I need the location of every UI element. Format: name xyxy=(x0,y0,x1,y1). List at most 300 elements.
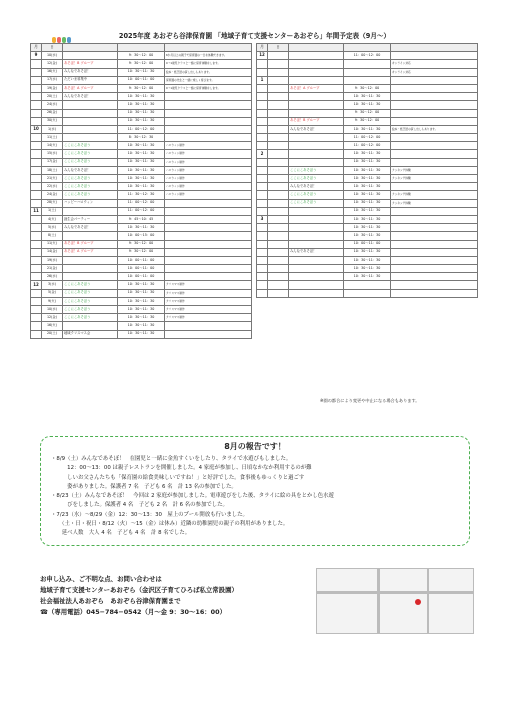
date-cell xyxy=(268,207,289,215)
report-line: （土・日・祝日・8/12（火）〜15（金）は休み）近隣の幼稚園児の親子の利用がありました。 xyxy=(51,521,289,528)
time-cell: 11：00〜12：00 xyxy=(118,125,165,133)
date-cell: 30(火) xyxy=(42,117,63,125)
content-cell: クッキング体験 xyxy=(391,166,478,174)
date-cell xyxy=(268,183,289,191)
event-name-cell xyxy=(63,109,118,117)
month-cell xyxy=(31,232,42,240)
contact-line: お申し込み、ご不明な点、お問い合わせは xyxy=(40,575,162,583)
date-cell: 14(火) xyxy=(42,142,63,150)
event-name-cell: ここにこあそぼう xyxy=(289,166,344,174)
content-cell xyxy=(391,101,478,109)
content-cell xyxy=(391,215,478,223)
date-cell xyxy=(268,109,289,117)
date-cell: 1(土) xyxy=(42,207,63,215)
month-header: 月 xyxy=(257,44,268,52)
time-cell: 10：30〜11：30 xyxy=(118,322,165,330)
time-cell: 10：30〜11：30 xyxy=(344,207,391,215)
content-cell: クッキング体験 xyxy=(391,199,478,207)
event-name-cell xyxy=(63,134,118,142)
event-name-cell xyxy=(289,240,344,248)
event-name-cell xyxy=(289,281,344,289)
schedule-table-left xyxy=(30,43,252,339)
event-name-cell xyxy=(289,134,344,142)
table-row xyxy=(31,142,252,150)
month-cell xyxy=(31,158,42,166)
content-cell xyxy=(391,134,478,142)
time-cell: 10：30〜11：30 xyxy=(118,314,165,322)
month-cell xyxy=(257,256,268,264)
table-row xyxy=(31,232,252,240)
table-row xyxy=(31,68,252,76)
report-heading: 8月の報告です！ xyxy=(224,442,286,451)
content-cell: クリスマス制作 xyxy=(165,306,252,314)
time-cell: 10：30〜11：30 xyxy=(118,330,165,338)
table-row xyxy=(31,207,252,215)
content-cell xyxy=(391,158,478,166)
content-header xyxy=(165,44,252,52)
event-name-cell: みんなであそぼ！ xyxy=(289,125,344,133)
event-name-cell xyxy=(289,76,344,84)
event-name-cell xyxy=(289,142,344,150)
table-row xyxy=(31,93,252,101)
content-cell: クリスマス制作 xyxy=(165,297,252,305)
time-cell: 9：30〜12：00 xyxy=(344,84,391,92)
event-name-cell: みんなであそぼ！ xyxy=(63,224,118,232)
time-cell: 11：00〜12：00 xyxy=(344,134,391,142)
month-cell xyxy=(257,68,268,76)
table-row xyxy=(31,166,252,174)
event-name-cell: あそぼ！A グループ xyxy=(289,84,344,92)
time-cell: 10：00〜11：00 xyxy=(118,256,165,264)
event-name-cell: みんなであそぼ！ xyxy=(63,68,118,76)
event-name-cell xyxy=(63,322,118,330)
time-cell: 10：30〜11：30 xyxy=(344,166,391,174)
event-name-cell: ここにこあそぼう xyxy=(63,158,118,166)
report-line: 12：00〜13：00 は親子レストランを開催しました。4 家庭が参加し、日頃なかなか利用するのが難 xyxy=(51,465,312,472)
date-cell xyxy=(268,232,289,240)
time-cell: 10：30〜11：30 xyxy=(344,248,391,256)
date-header: 日 xyxy=(268,44,289,52)
content-cell xyxy=(391,265,478,273)
date-cell xyxy=(268,191,289,199)
table-row xyxy=(257,289,478,297)
table-row xyxy=(31,314,252,322)
content-cell xyxy=(391,150,478,158)
date-cell xyxy=(268,60,289,68)
date-cell xyxy=(268,215,289,223)
date-cell: 17(水) xyxy=(42,76,63,84)
date-cell: 24(水) xyxy=(42,101,63,109)
time-cell: 10：30〜11：30 xyxy=(118,306,165,314)
event-name-cell xyxy=(63,52,118,60)
time-cell: 10：30〜11：30 xyxy=(344,125,391,133)
month-cell xyxy=(31,314,42,322)
month-cell xyxy=(257,281,268,289)
date-cell: 10(水) xyxy=(42,306,63,314)
table-row xyxy=(31,60,252,68)
date-cell xyxy=(268,224,289,232)
time-cell: 9：45〜10：45 xyxy=(118,215,165,223)
content-cell: クリスマス制作 xyxy=(165,289,252,297)
time-cell: 10：30〜11：30 xyxy=(118,183,165,191)
table-row xyxy=(31,215,252,223)
month-cell xyxy=(257,232,268,240)
contact-footer xyxy=(40,574,238,618)
month-cell xyxy=(31,109,42,117)
date-cell: 5(金) xyxy=(42,289,63,297)
table-row xyxy=(31,240,252,248)
event-name-cell xyxy=(289,256,344,264)
event-name-cell xyxy=(289,60,344,68)
time-cell: 9：30〜12：00 xyxy=(118,84,165,92)
table-row xyxy=(257,224,478,232)
content-cell: 0〜1歳児クラスと一緒に保育体験をします。 xyxy=(165,84,252,92)
date-cell: 1(水) xyxy=(42,125,63,133)
month-cell: 12 xyxy=(31,281,42,289)
month-cell xyxy=(257,289,268,297)
date-cell xyxy=(268,101,289,109)
content-cell xyxy=(165,273,252,281)
event-name-cell xyxy=(289,232,344,240)
month-cell xyxy=(31,93,42,101)
content-cell xyxy=(165,207,252,215)
month-cell xyxy=(257,265,268,273)
table-row xyxy=(257,117,478,125)
event-name-cell xyxy=(289,109,344,117)
month-cell xyxy=(31,134,42,142)
time-cell: 10：30〜11：30 xyxy=(344,158,391,166)
time-cell: 10：30〜11：30 xyxy=(118,175,165,183)
event-name-cell: ここにこあそぼう xyxy=(289,191,344,199)
time-cell xyxy=(344,60,391,68)
table-row xyxy=(31,134,252,142)
date-cell: 10(水) xyxy=(42,52,63,60)
month-cell: 12 xyxy=(257,52,268,60)
date-cell xyxy=(268,68,289,76)
month-cell xyxy=(31,183,42,191)
month-cell xyxy=(257,207,268,215)
month-cell xyxy=(31,224,42,232)
event-name-cell: みんなであそぼ！ xyxy=(289,183,344,191)
content-cell xyxy=(165,330,252,338)
content-cell xyxy=(391,232,478,240)
date-cell xyxy=(268,256,289,264)
content-cell: クッキング体験 xyxy=(391,191,478,199)
time-cell: 11：00〜12：00 xyxy=(344,52,391,60)
month-cell xyxy=(31,84,42,92)
month-cell xyxy=(257,60,268,68)
content-cell xyxy=(391,289,478,297)
report-line: ・7/23（水）〜8/29（金）12：30〜13：30 屋上のプール開放も行いました。 xyxy=(51,511,248,518)
month-cell xyxy=(257,158,268,166)
date-cell: 15(水) xyxy=(42,150,63,158)
time-cell: 10：30〜11：30 xyxy=(344,175,391,183)
date-header: 日 xyxy=(42,44,63,52)
table-row xyxy=(257,191,478,199)
event-name-cell: ここにこあそぼう xyxy=(63,142,118,150)
time-cell: 10：30〜11：30 xyxy=(344,199,391,207)
content-cell xyxy=(391,248,478,256)
date-cell: 19(水) xyxy=(42,256,63,264)
table-row xyxy=(31,109,252,117)
event-name-cell: ここにこあそぼう xyxy=(289,199,344,207)
content-cell xyxy=(165,240,252,248)
content-cell xyxy=(391,76,478,84)
content-cell xyxy=(391,93,478,101)
content-cell: ハロウィン制作 xyxy=(165,175,252,183)
content-cell: 保育園の先生と一緒に楽しく遊びます。 xyxy=(165,76,252,84)
table-row xyxy=(257,215,478,223)
date-cell xyxy=(268,199,289,207)
table-header-row xyxy=(31,44,252,52)
time-cell: 10：30〜11：30 xyxy=(344,273,391,281)
name-header xyxy=(63,44,118,52)
table-row xyxy=(31,289,252,297)
content-cell xyxy=(165,265,252,273)
time-cell: 10：30〜11：30 xyxy=(118,101,165,109)
content-cell: クッキング体験 xyxy=(391,175,478,183)
table-row xyxy=(257,175,478,183)
month-cell: 10 xyxy=(31,125,42,133)
table-row xyxy=(31,199,252,207)
table-row xyxy=(31,191,252,199)
table-row xyxy=(257,134,478,142)
date-cell: 12(金) xyxy=(42,60,63,68)
access-map xyxy=(316,568,474,634)
month-cell xyxy=(257,84,268,92)
content-cell xyxy=(391,183,478,191)
date-cell: 8(土) xyxy=(42,232,63,240)
date-cell: 14(金) xyxy=(42,248,63,256)
time-cell: 10：00〜11：00 xyxy=(118,273,165,281)
time-cell: 10：30〜11：30 xyxy=(344,215,391,223)
event-name-cell xyxy=(63,256,118,264)
table-row xyxy=(257,199,478,207)
date-cell xyxy=(268,93,289,101)
month-cell xyxy=(257,191,268,199)
table-row xyxy=(257,207,478,215)
date-cell: 20(土) xyxy=(42,330,63,338)
month-cell xyxy=(257,134,268,142)
event-name-cell: 誕生会パーティー xyxy=(63,215,118,223)
map-road xyxy=(427,569,429,633)
table-row xyxy=(257,109,478,117)
date-cell xyxy=(268,265,289,273)
content-cell: オンライン対応 xyxy=(391,68,478,76)
content-cell xyxy=(391,240,478,248)
name-header xyxy=(289,44,344,52)
table-row xyxy=(31,125,252,133)
table-row xyxy=(31,52,252,60)
time-cell xyxy=(344,76,391,84)
content-cell xyxy=(165,322,252,330)
month-cell xyxy=(31,215,42,223)
table-row xyxy=(31,265,252,273)
event-name-cell: ここにこあそぼう xyxy=(63,306,118,314)
content-cell xyxy=(165,215,252,223)
time-cell: 10：30〜11：30 xyxy=(118,142,165,150)
date-cell xyxy=(268,125,289,133)
map-road xyxy=(377,569,380,633)
content-cell: 0〜1歳児クラスと一緒に保育体験をします。 xyxy=(165,60,252,68)
date-cell: 22(水) xyxy=(42,183,63,191)
time-cell: 10：30〜11：30 xyxy=(118,117,165,125)
date-cell: 12(金) xyxy=(42,314,63,322)
table-row xyxy=(257,232,478,240)
event-name-cell: ここにこあそぼう xyxy=(63,191,118,199)
event-name-cell: ここにこあそぼう xyxy=(63,314,118,322)
month-cell xyxy=(31,191,42,199)
time-cell: 11：00〜12：00 xyxy=(344,142,391,150)
date-cell xyxy=(268,134,289,142)
content-cell xyxy=(391,256,478,264)
table-row xyxy=(31,306,252,314)
month-cell xyxy=(31,175,42,183)
event-name-cell: 地域クリスマス会 xyxy=(63,330,118,338)
content-cell: 絵本・紙芝居の貸し出しもあります。 xyxy=(391,125,478,133)
report-line: びをしました。保護者 4 名 子ども 2 名 計 6 名の参加でした。 xyxy=(51,502,228,509)
schedule-table-right xyxy=(256,43,478,298)
event-name-cell: ここにこあそぼう xyxy=(63,297,118,305)
event-name-cell: あそぼ！A グループ xyxy=(63,84,118,92)
date-cell xyxy=(268,175,289,183)
month-cell xyxy=(257,125,268,133)
contact-line: 地域子育て支援センターあおぞら（金沢区子育てひろば私立常設園） xyxy=(40,586,238,594)
table-row xyxy=(31,84,252,92)
date-cell xyxy=(268,281,289,289)
content-cell xyxy=(165,224,252,232)
month-cell: 1 xyxy=(257,76,268,84)
date-cell: 3(水) xyxy=(42,281,63,289)
event-name-cell xyxy=(289,68,344,76)
table-row xyxy=(257,52,478,60)
table-row xyxy=(31,256,252,264)
table-row xyxy=(257,183,478,191)
month-cell xyxy=(257,240,268,248)
date-cell xyxy=(268,84,289,92)
month-cell xyxy=(31,68,42,76)
time-cell: 10：00〜11：00 xyxy=(118,265,165,273)
table-row xyxy=(257,60,478,68)
month-header: 月 xyxy=(31,44,42,52)
content-header xyxy=(391,44,478,52)
content-cell xyxy=(165,109,252,117)
content-cell: 絵本・紙芝居の貸し出しもあります。 xyxy=(165,68,252,76)
date-cell: 11(火) xyxy=(42,240,63,248)
event-name-cell xyxy=(63,232,118,240)
table-row xyxy=(31,101,252,109)
report-line: しいお父さんたちも「保育園の給食美味しいですね！」と好評でした。食事後もゆっくりと過ごす xyxy=(51,474,305,481)
table-row xyxy=(257,84,478,92)
month-cell xyxy=(257,109,268,117)
time-cell: 10：30〜11：30 xyxy=(118,289,165,297)
content-cell xyxy=(165,199,252,207)
time-header xyxy=(118,44,165,52)
event-name-cell xyxy=(63,273,118,281)
event-name-cell: あそぼ！B グループ xyxy=(63,240,118,248)
report-line: 延べ人数 大人 4 名 子ども 4 名 計 8 名でした。 xyxy=(51,530,191,537)
content-cell: ハロウィン制作 xyxy=(165,183,252,191)
event-name-cell xyxy=(289,93,344,101)
month-cell: 2 xyxy=(257,150,268,158)
time-cell: 10：30〜11：30 xyxy=(118,297,165,305)
month-cell xyxy=(31,289,42,297)
date-cell: 4(火) xyxy=(42,215,63,223)
month-cell xyxy=(31,60,42,68)
date-cell: 21(火) xyxy=(42,175,63,183)
time-cell: 9：30〜12：00 xyxy=(118,60,165,68)
date-cell: 18(土) xyxy=(42,166,63,174)
date-cell: 17(金) xyxy=(42,158,63,166)
table-header-row xyxy=(257,44,478,52)
content-cell xyxy=(165,117,252,125)
table-row xyxy=(257,166,478,174)
date-cell xyxy=(268,273,289,281)
date-cell: 5(水) xyxy=(42,224,63,232)
content-cell xyxy=(391,273,478,281)
month-cell xyxy=(257,175,268,183)
month-cell xyxy=(257,101,268,109)
content-cell: クリスマス制作 xyxy=(165,314,252,322)
content-cell: ハロウィン制作 xyxy=(165,166,252,174)
table-row xyxy=(31,330,252,338)
event-name-cell xyxy=(289,289,344,297)
date-cell: 20(土) xyxy=(42,93,63,101)
date-cell: 26(金) xyxy=(42,109,63,117)
month-cell xyxy=(31,248,42,256)
table-row xyxy=(31,175,252,183)
table-row xyxy=(257,125,478,133)
content-cell xyxy=(165,125,252,133)
date-cell xyxy=(268,158,289,166)
report-line: ・8/23（土）みんなであそぼ！ 今回は 2 家庭が参加しました。電車遊びをした後、タライに絵の具をとかし色水遊 xyxy=(51,493,334,500)
date-cell: 16(火) xyxy=(42,322,63,330)
event-name-cell: ただいま募集中 xyxy=(63,76,118,84)
time-cell: 10：30〜11：30 xyxy=(344,224,391,232)
time-cell: 10：30〜11：30 xyxy=(118,150,165,158)
report-line: 姿がありました。保護者 7 名 子ども 6 名 計 13 名の参加でした。 xyxy=(51,483,237,490)
time-cell: 11：00〜12：00 xyxy=(118,207,165,215)
event-name-cell: みんなであそぼ！ xyxy=(289,248,344,256)
content-cell xyxy=(391,117,478,125)
table-row xyxy=(257,240,478,248)
event-name-cell xyxy=(289,52,344,60)
event-name-cell: ここにこあそぼう xyxy=(63,183,118,191)
time-cell: 11：00〜12：00 xyxy=(118,199,165,207)
table-row xyxy=(257,150,478,158)
event-name-cell: みんなであそぼ！ xyxy=(63,166,118,174)
time-cell: 10：30〜11：30 xyxy=(118,281,165,289)
month-cell xyxy=(31,150,42,158)
date-cell: 28(火) xyxy=(42,199,63,207)
event-name-cell xyxy=(63,117,118,125)
month-cell xyxy=(257,142,268,150)
table-row xyxy=(31,117,252,125)
event-name-cell xyxy=(289,265,344,273)
contact-line: 社会福祉法人あおぞら あおぞら谷津保育園まで xyxy=(40,597,181,605)
time-cell: 9：30〜12：00 xyxy=(344,109,391,117)
event-name-cell: ここにこあそぼう xyxy=(63,175,118,183)
content-cell: 6か月以上の親子で保育園の一日を体験できます。 xyxy=(165,52,252,60)
content-cell: ハロウィン制作 xyxy=(165,150,252,158)
date-cell xyxy=(268,166,289,174)
time-cell: 10：30〜11：30 xyxy=(344,101,391,109)
content-cell xyxy=(165,256,252,264)
table-row xyxy=(31,76,252,84)
date-cell xyxy=(268,150,289,158)
content-cell xyxy=(165,93,252,101)
event-name-cell: ここにこあそぼう xyxy=(63,281,118,289)
